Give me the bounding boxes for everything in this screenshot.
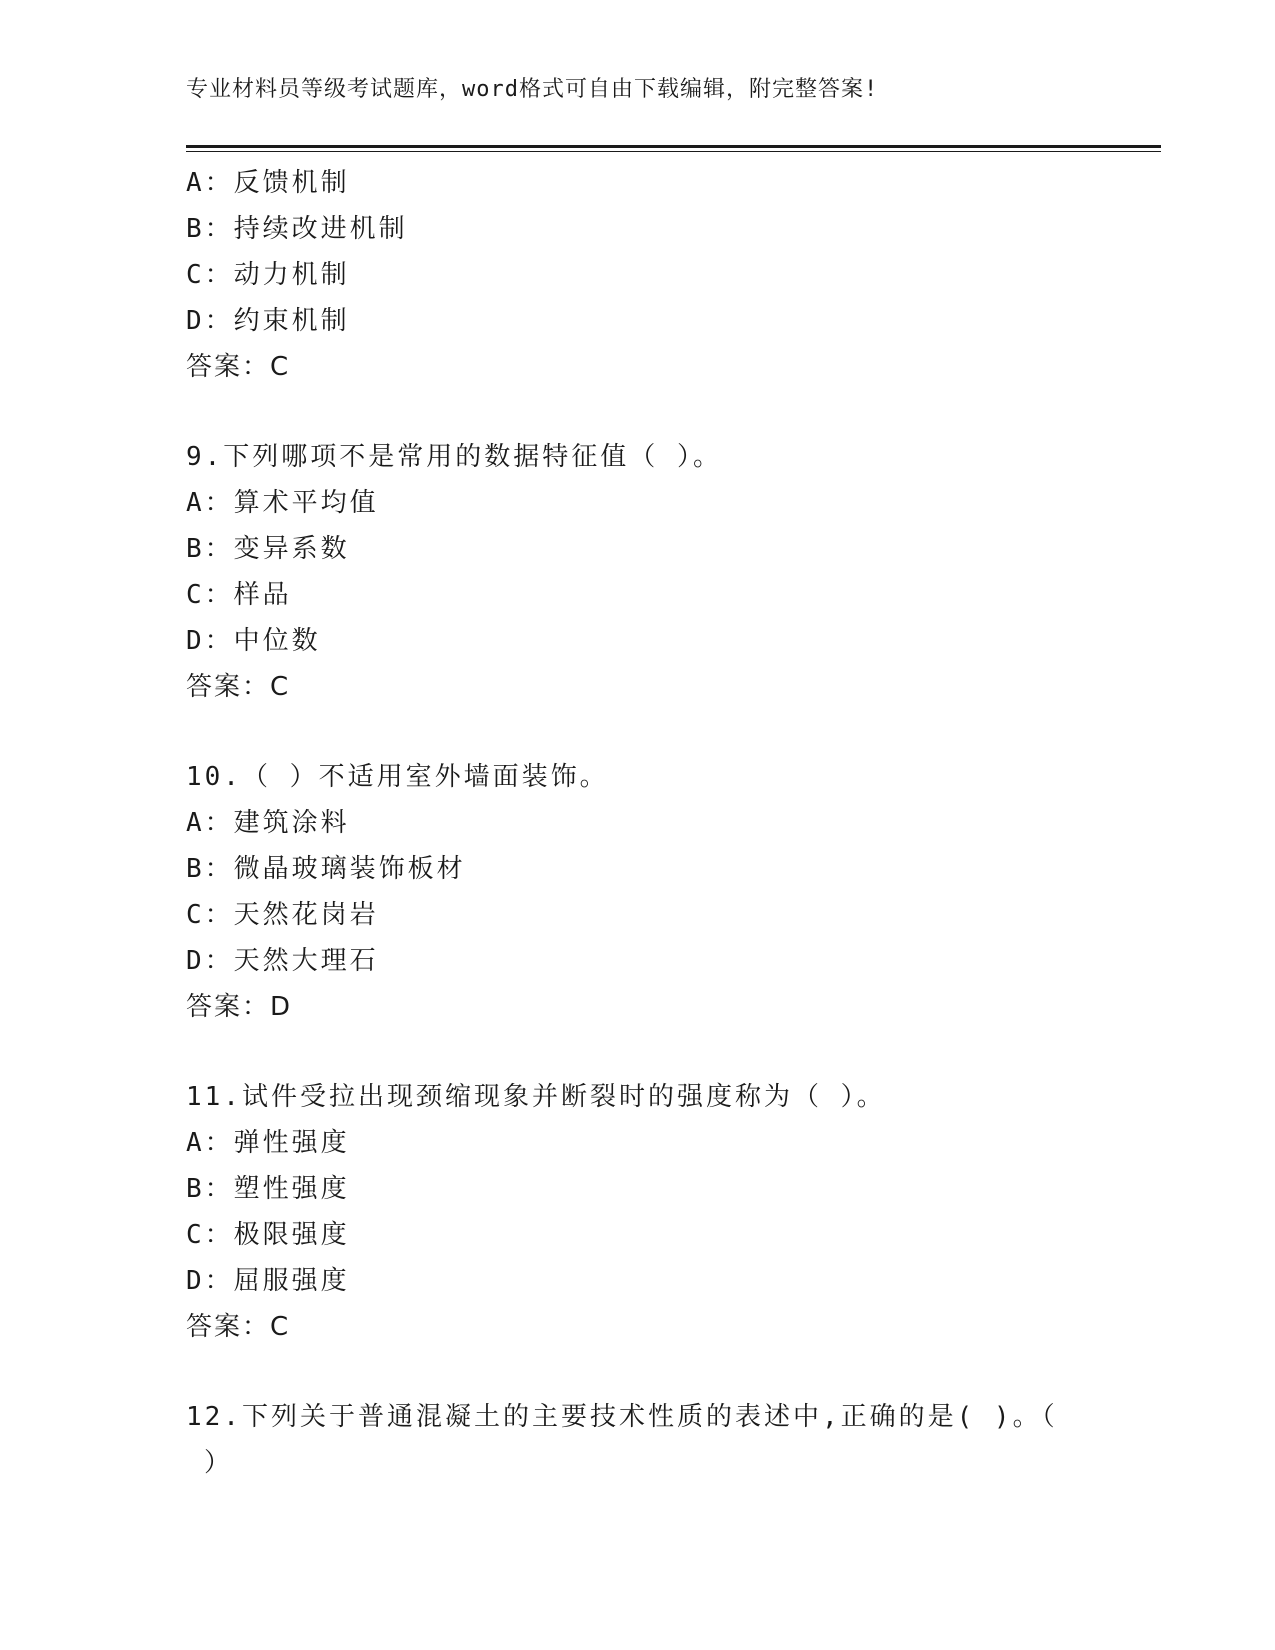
question-text: 12.下列关于普通混凝土的主要技术性质的表述中,正确的是( )。（	[186, 1402, 1058, 1432]
question-list	[186, 160, 1161, 1486]
option-c: C：动力机制	[186, 260, 350, 290]
question-text-continued: ）	[204, 1448, 234, 1478]
question-text: 9.下列哪项不是常用的数据特征值（ ）。	[186, 442, 722, 472]
option-a: A：弹性强度	[186, 1128, 350, 1158]
option-d: D：约束机制	[186, 306, 350, 336]
question-9	[186, 434, 1161, 710]
option-c: C：样品	[186, 580, 292, 610]
option-d: D：屈服强度	[186, 1266, 350, 1296]
option-d: D：中位数	[186, 626, 321, 656]
option-a: A：算术平均值	[186, 488, 379, 518]
question-text: 10.（ ）不适用室外墙面装饰。	[186, 762, 609, 792]
option-b: B：持续改进机制	[186, 214, 408, 244]
question-12	[186, 1394, 1161, 1486]
header-divider	[186, 145, 1161, 152]
option-b: B：塑性强度	[186, 1174, 350, 1204]
option-a: A：建筑涂料	[186, 808, 350, 838]
question-text: 11.试件受拉出现颈缩现象并断裂时的强度称为（ ）。	[186, 1082, 886, 1112]
option-c: C：极限强度	[186, 1220, 350, 1250]
option-b: B：变异系数	[186, 534, 350, 564]
question-11	[186, 1074, 1161, 1350]
answer: 答案：C	[186, 352, 291, 382]
option-d: D：天然大理石	[186, 946, 379, 976]
answer: 答案：C	[186, 672, 291, 702]
option-c: C：天然花岗岩	[186, 900, 379, 930]
question-10	[186, 754, 1161, 1030]
question-8	[186, 160, 1161, 390]
option-a: A：反馈机制	[186, 168, 350, 198]
page-header: 专业材料员等级考试题库，word格式可自由下载编辑，附完整答案!	[186, 77, 879, 102]
answer: 答案：C	[186, 1312, 291, 1342]
answer: 答案：D	[186, 992, 293, 1022]
option-b: B：微晶玻璃装饰板材	[186, 854, 466, 884]
